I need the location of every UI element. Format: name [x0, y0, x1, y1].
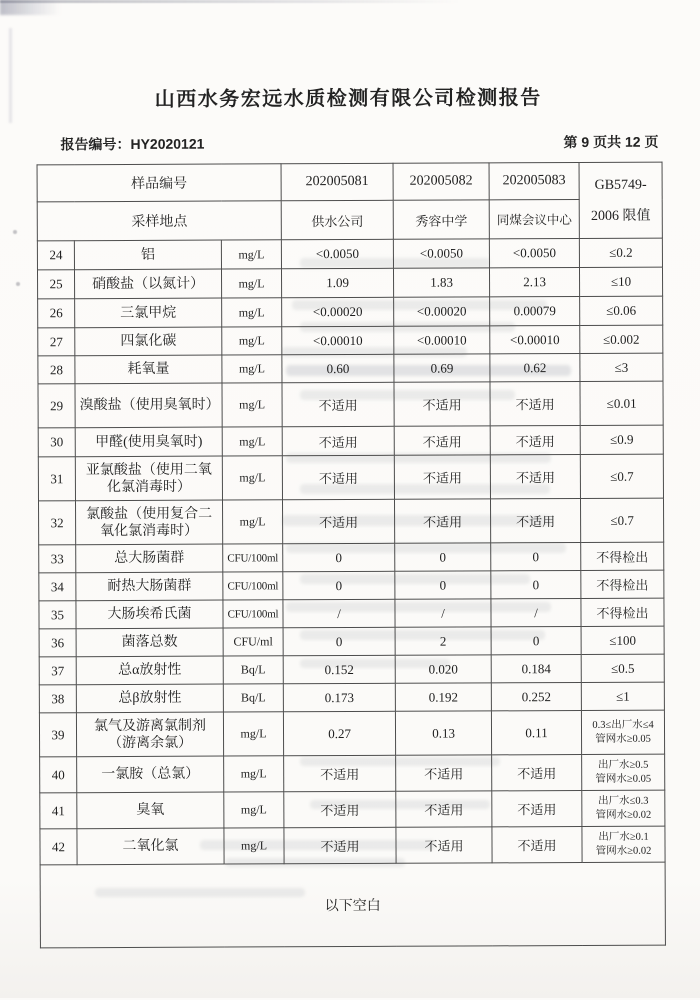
value-cell-1: 0	[283, 543, 395, 571]
value-cell-3: 不适用	[492, 790, 582, 826]
param-name-cell: 氯酸盐（使用复合二氧化氯消毒时）	[76, 500, 223, 545]
limit-cell: ≤0.9	[580, 425, 663, 454]
value-cell-2: 不适用	[394, 382, 490, 426]
row-number-cell: 42	[40, 829, 77, 865]
row-number-cell: 30	[38, 428, 75, 457]
value-cell-2: 0.69	[394, 354, 490, 382]
sample-id-header-3: 202005083	[489, 162, 579, 199]
unit-cell: mg/L	[222, 327, 282, 355]
row-number-cell: 37	[39, 657, 76, 685]
row-number-cell: 40	[40, 757, 77, 793]
value-cell-3: 0.11	[491, 710, 581, 754]
row-number-cell: 32	[39, 501, 76, 545]
value-cell-1: 0	[283, 571, 395, 599]
value-cell-1: 0	[283, 627, 395, 655]
table-row	[39, 498, 664, 545]
table-row	[40, 826, 665, 865]
table-row	[38, 381, 663, 428]
unit-cell: CFU/100ml	[223, 572, 283, 600]
value-cell-3: 0	[491, 542, 581, 570]
value-cell-1: 不适用	[282, 382, 394, 426]
table-row	[37, 267, 662, 299]
report-number-label: 报告编号：	[60, 135, 131, 153]
table-row	[38, 454, 663, 501]
param-name-cell: 大肠埃希氏菌	[76, 600, 223, 629]
row-number-cell: 38	[39, 685, 76, 713]
unit-cell: mg/L	[221, 269, 281, 298]
value-cell-2: 0.020	[395, 655, 491, 683]
param-name-cell: 总大肠菌群	[76, 544, 223, 573]
param-name-cell: 耗氧量	[75, 355, 222, 384]
value-cell-2: 0	[395, 543, 491, 571]
param-name-cell: 耐热大肠菌群	[76, 572, 223, 601]
value-cell-3: 不适用	[492, 826, 582, 862]
value-cell-3: 0.184	[491, 654, 581, 682]
value-cell-2: /	[395, 599, 491, 627]
row-number-cell: 39	[39, 713, 76, 757]
unit-cell: mg/L	[222, 456, 282, 500]
limit-cell: ≤1	[581, 682, 664, 710]
location-header-2: 秀容中学	[393, 200, 489, 239]
value-cell-3: 0.252	[491, 682, 581, 710]
limit-cell	[582, 826, 665, 862]
limit-line2: 管网水≥0.05	[595, 773, 652, 785]
limit-cell: 不得检出	[581, 570, 664, 598]
row-number-cell: 36	[39, 629, 76, 657]
limit-cell: ≤0.01	[580, 381, 663, 425]
limit-cell: ≤3	[580, 353, 663, 381]
blank-note: 以下空白	[324, 898, 381, 915]
value-cell-1: /	[283, 599, 395, 627]
param-name-cell: 三氯甲烷	[75, 298, 222, 328]
param-name-cell: 硝酸盐（以氮计）	[74, 269, 221, 299]
value-cell-1: 不适用	[283, 499, 395, 543]
value-cell-1: 不适用	[282, 426, 394, 455]
unit-cell: mg/L	[222, 298, 282, 327]
value-cell-2: 0	[395, 571, 491, 599]
limit-line1: 出厂水≥0.5	[597, 759, 649, 771]
limit-line1: 出厂水≥0.1	[598, 831, 649, 843]
limit-cell: ≤100	[581, 626, 664, 654]
row-number-cell: 33	[39, 545, 76, 573]
results-table	[37, 162, 666, 949]
value-cell-3: 2.13	[490, 267, 580, 296]
unit-cell: mg/L	[222, 427, 282, 456]
table-row	[38, 353, 663, 384]
param-name-cell: 臭氧	[77, 792, 224, 829]
limit-line1: 出厂水≤0.3	[598, 795, 649, 807]
unit-cell: mg/L	[221, 240, 281, 269]
sample-id-row-label: 样品编号	[37, 164, 281, 202]
value-cell-3: /	[491, 598, 581, 626]
value-cell-1: 0.173	[283, 683, 395, 711]
param-name-cell: 二氧化氯	[77, 828, 224, 865]
value-cell-1: 0.27	[283, 711, 395, 755]
limit-cell: ≤0.002	[580, 325, 663, 353]
limit-cell: ≤0.7	[581, 498, 664, 542]
row-number-cell: 31	[38, 457, 75, 501]
unit-cell: mg/L	[222, 355, 282, 383]
limit-header-line1: GB5749-	[594, 177, 647, 193]
value-cell-2: 2	[395, 627, 491, 655]
unit-cell: mg/L	[223, 712, 283, 756]
table-header	[37, 162, 662, 241]
unit-cell: CFU/100ml	[223, 600, 283, 628]
report-number	[60, 134, 204, 155]
table-row	[39, 626, 664, 657]
report-number-value: HY2020121	[130, 135, 205, 152]
unit-cell: CFU/ml	[223, 628, 283, 656]
value-cell-1: 1.09	[282, 268, 394, 297]
unit-cell: mg/L	[222, 500, 282, 544]
row-number-cell: 25	[37, 270, 74, 299]
limit-cell: 不得检出	[581, 542, 664, 570]
unit-cell: mg/L	[224, 792, 284, 828]
limit-line2: 管网水≥0.02	[595, 845, 652, 857]
unit-cell: Bq/L	[223, 684, 283, 712]
value-cell-1: <0.00010	[282, 326, 394, 354]
value-cell-1: 0.60	[282, 354, 394, 382]
value-cell-1: 不适用	[284, 755, 396, 791]
table-body	[37, 238, 665, 865]
param-name-cell: 铝	[74, 240, 221, 270]
value-cell-1: 不适用	[284, 827, 396, 863]
value-cell-2: 0.13	[395, 711, 491, 755]
value-cell-3: 不适用	[491, 498, 581, 542]
limit-line2: 管网水≥0.02	[595, 809, 652, 821]
unit-cell: mg/L	[222, 383, 282, 427]
table-row	[40, 754, 665, 793]
value-cell-3: 不适用	[490, 425, 580, 454]
value-cell-2: 不适用	[396, 755, 492, 791]
limit-cell: ≤0.7	[580, 454, 663, 498]
unit-cell: mg/L	[224, 756, 284, 792]
row-number-cell: 29	[38, 384, 75, 428]
param-name-cell: 溴酸盐（使用臭氧时）	[75, 383, 222, 428]
row-number-cell: 26	[38, 299, 75, 328]
sample-id-header-1: 202005081	[281, 163, 393, 200]
value-cell-3: <0.00010	[490, 325, 580, 353]
value-cell-1: 0.152	[283, 655, 395, 683]
param-name-cell: 一氯胺（总氯）	[77, 756, 224, 793]
table-row	[40, 790, 665, 829]
table-footer	[40, 862, 665, 948]
value-cell-2: <0.0050	[393, 239, 489, 268]
value-cell-1: <0.0050	[281, 239, 393, 268]
limit-cell: ≤10	[580, 267, 663, 296]
value-cell-2: 1.83	[394, 268, 490, 297]
limit-cell: 不得检出	[581, 598, 664, 626]
row-number-cell: 27	[38, 328, 75, 356]
location-row-label: 采样地点	[37, 201, 281, 241]
value-cell-3: 不适用	[490, 454, 580, 498]
table-row	[39, 542, 664, 573]
row-number-cell: 24	[37, 241, 74, 270]
table-row	[37, 238, 662, 270]
report-meta	[60, 132, 658, 155]
limit-cell	[581, 710, 664, 754]
limit-cell: ≤0.06	[580, 296, 663, 325]
value-cell-2: 0.192	[395, 683, 491, 711]
value-cell-3: 0.62	[490, 353, 580, 381]
value-cell-1: <0.00020	[282, 297, 394, 326]
table-row	[39, 570, 664, 601]
param-name-cell: 氯气及游离氯制剂（游离余氯）	[76, 712, 223, 757]
table-row	[38, 296, 663, 328]
row-number-cell: 41	[40, 793, 77, 829]
value-cell-2: 不适用	[396, 791, 492, 827]
limit-line1: 0.3≤出厂水≤4	[592, 719, 654, 731]
value-cell-3: 不适用	[490, 381, 580, 425]
location-header-1: 供水公司	[281, 200, 393, 239]
page-title: 山西水务宏远水质检测有限公司检测报告	[154, 87, 542, 111]
unit-cell: CFU/100ml	[223, 544, 283, 572]
limit-header-line2: 2006 限值	[591, 208, 651, 224]
param-name-cell: 四氯化碳	[75, 327, 222, 356]
unit-cell: Bq/L	[223, 656, 283, 684]
value-cell-2: 不适用	[395, 499, 491, 543]
value-cell-1: 不适用	[282, 455, 394, 499]
param-name-cell: 甲醛(使用臭氧时)	[75, 427, 222, 457]
table-row	[39, 710, 664, 757]
value-cell-2: 不适用	[396, 827, 492, 863]
limit-column-header	[579, 162, 662, 238]
value-cell-1: 不适用	[284, 791, 396, 827]
value-cell-2: 不适用	[394, 455, 490, 499]
value-cell-3: 不适用	[492, 754, 582, 790]
value-cell-3: 0.00079	[490, 296, 580, 325]
limit-cell: ≤0.5	[581, 654, 664, 682]
table-row	[39, 654, 664, 685]
limit-line2: 管网水≥0.05	[595, 733, 651, 745]
unit-cell: mg/L	[224, 828, 284, 864]
location-header-3: 同煤会议中心	[489, 199, 579, 238]
table-row	[38, 425, 663, 457]
limit-cell	[582, 790, 665, 826]
value-cell-3: 0	[491, 626, 581, 654]
limit-cell	[582, 754, 665, 790]
value-cell-2: <0.00020	[394, 297, 490, 326]
row-number-cell: 35	[39, 601, 76, 629]
row-number-cell: 34	[39, 573, 76, 601]
limit-cell: ≤0.2	[579, 238, 662, 267]
value-cell-2: 不适用	[394, 426, 490, 455]
param-name-cell: 总α放射性	[76, 656, 223, 685]
value-cell-3: 0	[491, 570, 581, 598]
table-row	[38, 325, 663, 356]
value-cell-3: <0.0050	[489, 238, 579, 267]
table-row	[39, 682, 664, 713]
page-indicator: 第 9 页共 12 页	[563, 133, 659, 151]
sample-id-header-2: 202005082	[393, 163, 489, 200]
param-name-cell: 菌落总数	[76, 628, 223, 657]
blank-note-cell	[40, 862, 665, 948]
param-name-cell: 亚氯酸盐（使用二氧化氯消毒时）	[75, 456, 222, 501]
table-row	[39, 598, 664, 629]
row-number-cell: 28	[38, 356, 75, 384]
param-name-cell: 总β放射性	[76, 684, 223, 713]
value-cell-2: <0.00010	[394, 326, 490, 354]
